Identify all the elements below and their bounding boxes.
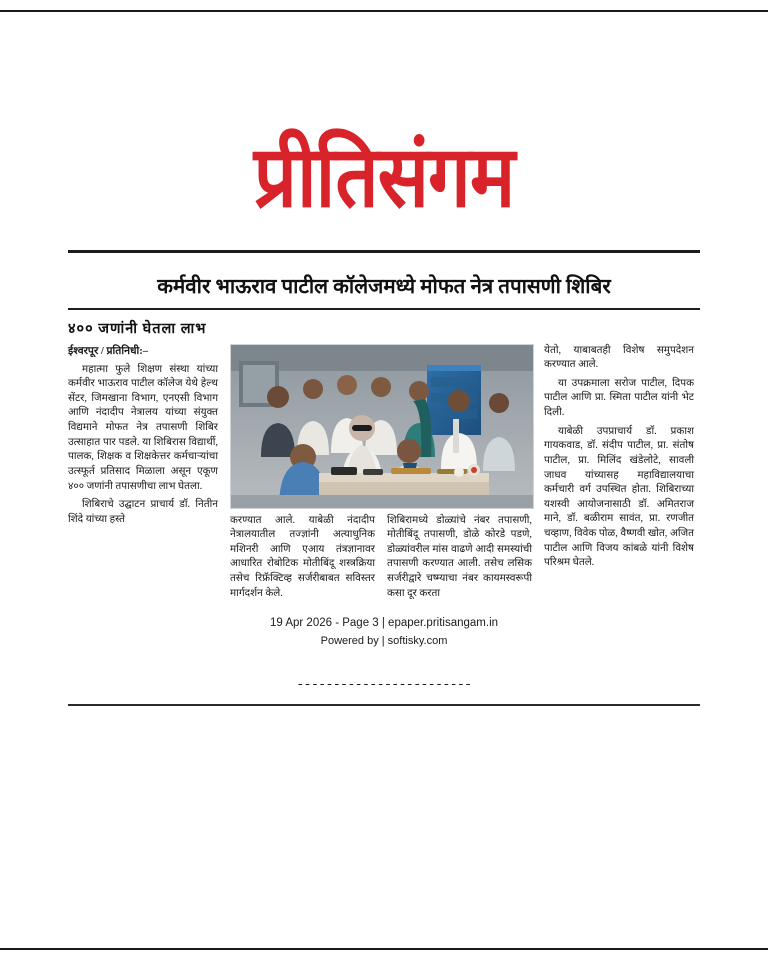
- clipping-body: [68, 108, 700, 706]
- dashed-separator: ------------------------: [296, 677, 472, 693]
- photo-graphic: [231, 345, 533, 508]
- powered-by-label: Powered by |: [320, 634, 388, 647]
- headline-divider: [68, 308, 700, 310]
- credit-line-powered: [68, 633, 700, 650]
- paragraph: येतो, याबाबतही विशेष समुपदेशन करण्यात आले.: [544, 344, 694, 371]
- column-right: [544, 344, 694, 606]
- column-middle-text: [230, 514, 532, 606]
- paragraph: या उपक्रमाला सरोज पाटील, दिपक पाटील आणि प्रा. स्मिता पाटील यांनी भेट दिली.: [544, 377, 694, 419]
- column-left: [68, 344, 218, 606]
- powered-by-brand: softisky.com: [387, 634, 448, 647]
- credit-line-source: 19 Apr 2026 - Page 3 | epaper.pritisangam.in: [269, 617, 499, 630]
- column-middle-left: [230, 514, 375, 606]
- column-middle: [230, 344, 532, 606]
- article-headline: कर्मवीर भाऊराव पाटील कॉलेजमध्ये मोफत नेत्र तपासणी शिबिर: [157, 276, 611, 298]
- paragraph: करण्यात आले. याबेळी नंदादीप नेत्रालयातील तज्ज्ञांनी अत्याधुनिक मशिनरी आणि एआय तंत्रज्ञानावर आधारित रोबोटिक मोतीबिंदू शस्त्रक्रिया तसेच रिफ्रॅक्टिव्ह सर्जरीबाबत सविस्तर मार्गदर्शन केले.: [230, 514, 375, 599]
- clipping-bottom-rule: [68, 704, 700, 706]
- article-photo: [230, 344, 534, 509]
- byline: ईश्वरपूर / प्रतिनिधी:–: [68, 345, 149, 357]
- paragraph: याबेळी उपप्राचार्य डॉ. प्रकाश गायकवाड, डॉ. संदीप पाटील, प्रा. संतोष पाटील, प्रा. मिलिंद खंडेलोटे, सावली जाधव यांच्यासह महाविद्यालयाचा कर्मचारी वर्ग उपस्थित होता. शिबिराच्या यशस्वी आयोजनासाठी डॉ. अमितराज माने, डॉ. बळीराम सावंत, प्रा. रणजीत चव्हाण, विवेक पोळ, वैष्णवी खोत, अजित पाटील आणि विजय कांबळे यांनी विशेष परिश्रम घेतले.: [544, 425, 694, 569]
- page-top-rule: [0, 10, 768, 12]
- article-subhead: ४०० जणांनी घेतला लाभ: [68, 320, 207, 337]
- epaper-credit: [68, 615, 700, 649]
- paragraph: शिबिराचे उद्घाटन प्राचार्य डॉ. नितीन शिंदे यांच्या हस्ते: [68, 499, 218, 525]
- masthead: [68, 108, 700, 248]
- masthead-divider: [68, 250, 700, 253]
- paragraph: शिबिरामध्ये डोळ्यांचे नंबर तपासणी, मोतीबिंदू तपासणी, डोळे कोरडे पडणे, डोळ्यांवरील मांस वाढणे आदी समस्यांची तपासणी करण्यात आली. तसेच लसिक सर्जरीद्वारे चष्म्याचा नंबर कायमस्वरूपी कसा दूर करता: [387, 514, 532, 599]
- masthead-title: प्रीतिसंगम: [253, 130, 515, 226]
- paragraph: महात्मा फुले शिक्षण संस्था यांच्या कर्मवीर भाऊराव पाटील कॉलेज येथे हेल्थ सेंटर, जिमखाना विभाग, एनएसी विभाग आणि नंदादीप नेत्रालय यांच्या संयुक्त विद्यमाने मोफत नेत्र तपासणी शिबिर उत्साहात पार पडले. या शिबिरास विद्यार्थी, पालक, शिक्षक व शिक्षकेत्तर कर्मचाऱ्यांचा उत्स्फूर्त प्रतिसाद मिळाला असून एकूण ४०० जणांनी तपासणीचा लाभ घेतला.: [68, 363, 218, 492]
- column-middle-right: [387, 514, 532, 606]
- article-body: [68, 344, 700, 606]
- page-bottom-rule: [0, 948, 768, 950]
